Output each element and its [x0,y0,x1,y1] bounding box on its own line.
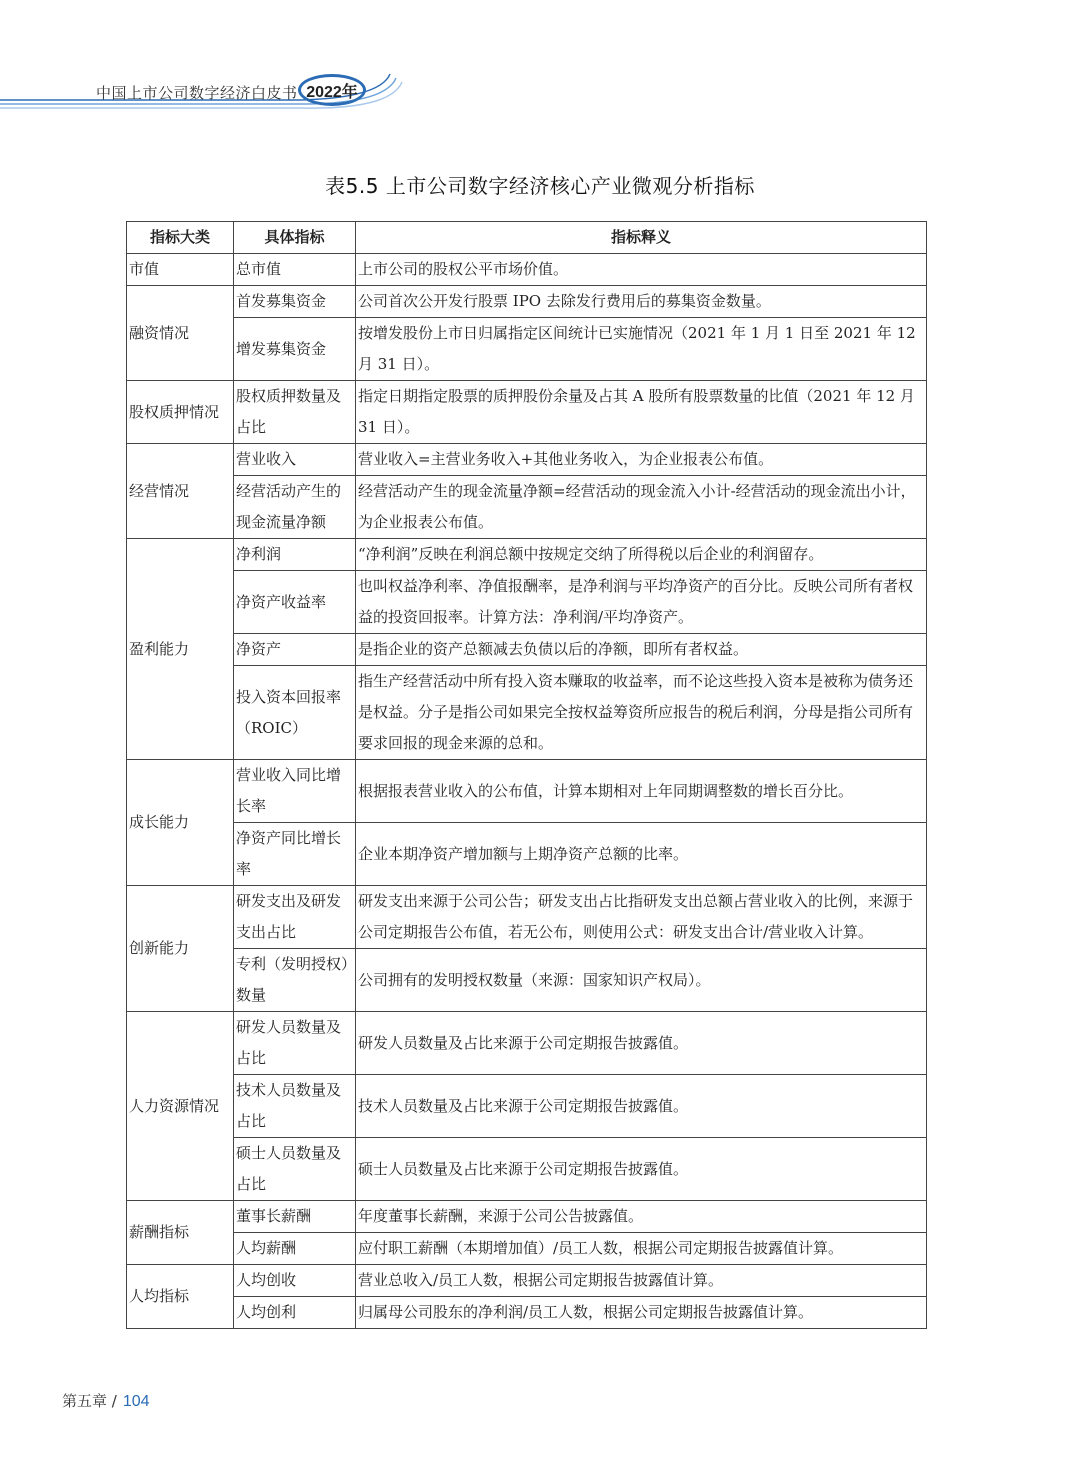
table-row [127,1075,927,1138]
column-header-indicator: 具体指标 [234,222,356,254]
category-cell: 人力资源情况 [127,1012,234,1201]
year-badge: 2022年 [298,74,366,106]
indicator-cell: 股权质押数量及占比 [234,381,356,444]
indicator-cell: 技术人员数量及占比 [234,1075,356,1138]
indicator-cell: 净资产收益率 [234,571,356,634]
column-header-category: 指标大类 [127,222,234,254]
indicator-cell: 人均创利 [234,1297,356,1329]
table-row [127,634,927,666]
definition-cell: 上市公司的股权公平市场价值。 [356,254,927,286]
indicator-cell: 投入资本回报率（ROIC） [234,666,356,760]
indicator-cell: 人均创收 [234,1265,356,1297]
definition-cell: 公司首次公开发行股票 IPO 去除发行费用后的募集资金数量。 [356,286,927,318]
table-row [127,1265,927,1297]
definition-cell: 是指企业的资产总额减去负债以后的净额，即所有者权益。 [356,634,927,666]
indicator-cell: 净利润 [234,539,356,571]
indicator-cell: 首发募集资金 [234,286,356,318]
definition-cell: 按增发股份上市日归属指定区间统计已实施情况（2021 年 1 月 1 日至 2021 年 12 月 31 日）。 [356,318,927,381]
category-cell: 人均指标 [127,1265,234,1329]
table-row [127,444,927,476]
definition-cell: “净利润”反映在利润总额中按规定交纳了所得税以后企业的利润留存。 [356,539,927,571]
table-row [127,1012,927,1075]
page-header [0,60,420,120]
definition-cell: 也叫权益净利率、净值报酬率，是净利润与平均净资产的百分比。反映公司所有者权益的投资回报率。计算方法：净利润/平均净资产。 [356,571,927,634]
book-title: 中国上市公司数字经济白皮书 [96,84,298,102]
definition-cell: 公司拥有的发明授权数量（来源：国家知识产权局）。 [356,949,927,1012]
table-row [127,571,927,634]
definition-cell: 企业本期净资产增加额与上期净资产总额的比率。 [356,823,927,886]
table-row [127,1201,927,1233]
chapter-label: 第五章 / [62,1392,117,1410]
indicator-cell: 董事长薪酬 [234,1201,356,1233]
indicator-cell: 人均薪酬 [234,1233,356,1265]
table-row [127,318,927,381]
indicator-cell: 营业收入同比增长率 [234,760,356,823]
table-row [127,666,927,760]
category-cell: 融资情况 [127,286,234,381]
table-row [127,286,927,318]
definition-cell: 经营活动产生的现金流量净额=经营活动的现金流入小计-经营活动的现金流出小计，为企业报表公布值。 [356,476,927,539]
category-cell: 股权质押情况 [127,381,234,444]
definition-cell: 营业收入=主营业务收入+其他业务收入，为企业报表公布值。 [356,444,927,476]
table-row [127,476,927,539]
definition-cell: 归属母公司股东的净利润/员工人数，根据公司定期报告披露值计算。 [356,1297,927,1329]
indicator-table [126,221,927,1329]
indicator-cell: 研发支出及研发支出占比 [234,886,356,949]
definition-cell: 硕士人员数量及占比来源于公司定期报告披露值。 [356,1138,927,1201]
category-cell: 创新能力 [127,886,234,1012]
indicator-cell: 硕士人员数量及占比 [234,1138,356,1201]
table-row [127,1297,927,1329]
indicator-cell: 营业收入 [234,444,356,476]
definition-cell: 指生产经营活动中所有投入资本赚取的收益率，而不论这些投入资本是被称为债务还是权益。分子是指公司如果完全按权益筹资所应报告的税后利润，分母是指公司所有要求回报的现金来源的总和。 [356,666,927,760]
definition-cell: 技术人员数量及占比来源于公司定期报告披露值。 [356,1075,927,1138]
table-row [127,1233,927,1265]
category-cell: 成长能力 [127,760,234,886]
definition-cell: 营业总收入/员工人数，根据公司定期报告披露值计算。 [356,1265,927,1297]
table-row [127,949,927,1012]
table-title: 表5.5 上市公司数字经济核心产业微观分析指标 [325,174,755,198]
indicator-cell: 增发募集资金 [234,318,356,381]
table-header-row [127,222,927,254]
category-cell: 市值 [127,254,234,286]
indicator-cell: 专利（发明授权）数量 [234,949,356,1012]
definition-cell: 根据报表营业收入的公布值，计算本期相对上年同期调整数的增长百分比。 [356,760,927,823]
definition-cell: 研发人员数量及占比来源于公司定期报告披露值。 [356,1012,927,1075]
definition-cell: 研发支出来源于公司公告；研发支出占比指研发支出总额占营业收入的比例，来源于公司定期报告公布值，若无公布，则使用公式：研发支出合计/营业收入计算。 [356,886,927,949]
indicator-cell: 净资产同比增长率 [234,823,356,886]
category-cell: 经营情况 [127,444,234,539]
column-header-definition: 指标释义 [356,222,927,254]
table-row [127,539,927,571]
definition-cell: 应付职工薪酬（本期增加值）/员工人数，根据公司定期报告披露值计算。 [356,1233,927,1265]
category-cell: 盈利能力 [127,539,234,760]
category-cell: 薪酬指标 [127,1201,234,1265]
table-row [127,381,927,444]
indicator-cell: 经营活动产生的现金流量净额 [234,476,356,539]
definition-cell: 指定日期指定股票的质押股份余量及占其 A 股所有股票数量的比值（2021 年 12 月 31 日）。 [356,381,927,444]
indicator-cell: 总市值 [234,254,356,286]
table-row [127,823,927,886]
table-row [127,886,927,949]
indicator-cell: 净资产 [234,634,356,666]
indicator-cell: 研发人员数量及占比 [234,1012,356,1075]
page-number: 104 [122,1393,150,1410]
table-row [127,1138,927,1201]
table-body [127,254,927,1329]
definition-cell: 年度董事长薪酬，来源于公司公告披露值。 [356,1201,927,1233]
page-footer [62,1390,150,1411]
table-row [127,760,927,823]
table-row [127,254,927,286]
